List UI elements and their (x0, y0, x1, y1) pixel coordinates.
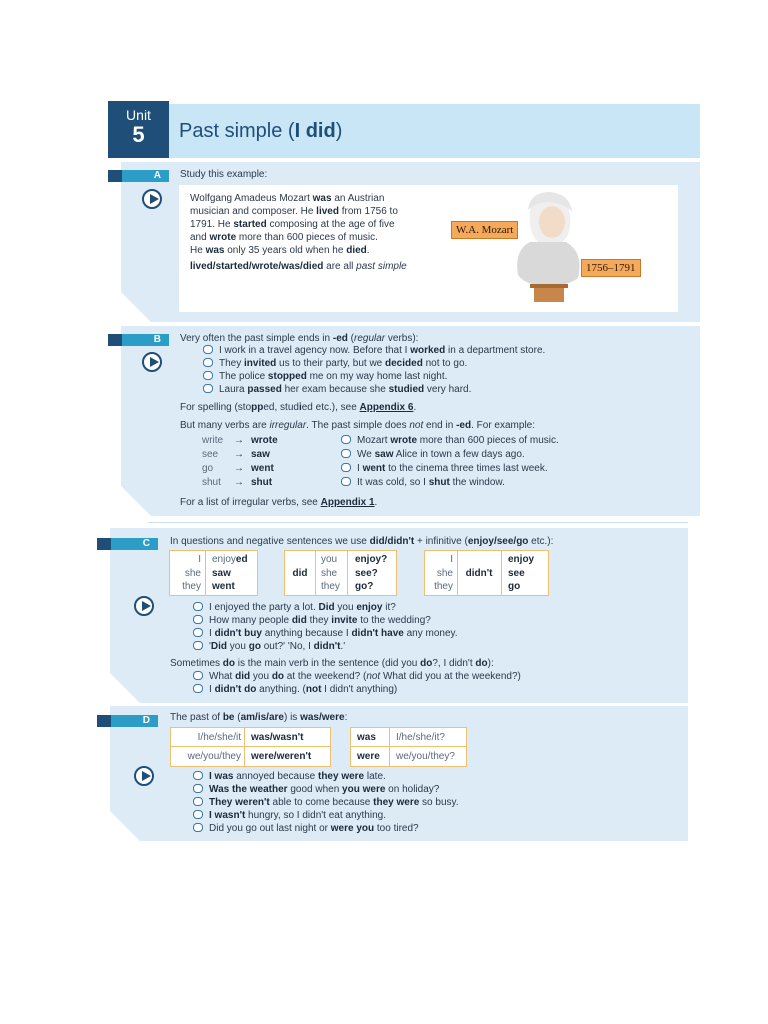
bullet-icon (203, 345, 213, 354)
section-divider (148, 522, 688, 523)
bullet-icon (203, 358, 213, 367)
bullet-icon (193, 771, 203, 780)
do-example: What did you do at the weekend? (not What did you at the weekend?) (193, 671, 521, 683)
section-b-play-button[interactable] (142, 352, 162, 372)
regular-example: They invited us to their party, but we decided not to go. (203, 358, 467, 370)
appendix-6-link[interactable]: Appendix 6 (359, 402, 414, 413)
bullet-icon (193, 615, 203, 624)
verb-base: go (202, 463, 214, 474)
appendix-1-link[interactable]: Appendix 1 (320, 497, 375, 508)
was-were-question-table: was I/he/she/it? were we/you/they? (350, 727, 467, 767)
irregular-example: It was cold, so I shut the window. (341, 477, 505, 489)
section-a-intro: Study this example: (180, 169, 268, 180)
irregular-list-note: For a list of irregular verbs, see Appendix 1. (180, 497, 378, 508)
bullet-icon (341, 463, 351, 472)
mozart-text-line: Wolfgang Amadeus Mozart was an Austrian (190, 193, 385, 204)
bullet-icon (193, 641, 203, 650)
section-d-play-button[interactable] (134, 766, 154, 786)
mozart-text-line: 1791. He started composing at the age of five (190, 219, 395, 230)
regular-example: I work in a travel agency now. Before that I worked in a department store. (203, 345, 545, 357)
mozart-name-label: W.A. Mozart (451, 221, 518, 239)
unit-badge (108, 101, 169, 158)
bullet-icon (203, 384, 213, 393)
irregular-example: I went to the cinema three times last week. (341, 463, 548, 475)
mozart-text-line: and wrote more than 600 pieces of music. (190, 232, 378, 243)
mozart-text-line: He was only 35 years old when he died. (190, 245, 370, 256)
unit-label: Unit (126, 107, 151, 123)
was-were-table: I/he/she/it was/wasn't we/you/they were/weren't (170, 727, 331, 767)
page-title: Past simple (I did) (179, 120, 343, 142)
bullet-icon (193, 810, 203, 819)
arrow-icon: → (234, 435, 244, 446)
did-example: 'Did you go out?' 'No, I didn't.' (193, 641, 345, 653)
did-positive-table: I she they enjoyed saw went (169, 550, 258, 596)
mozart-bust-image (508, 190, 588, 305)
irregular-intro: But many verbs are irregular. The past simple does not end in -ed. For example: (180, 420, 536, 431)
bullet-icon (193, 671, 203, 680)
section-d-intro: The past of be (am/is/are) is was/were: (170, 712, 348, 723)
verb-past: went (251, 463, 274, 474)
was-were-example: Was the weather good when you were on holiday? (193, 784, 439, 796)
bullet-icon (193, 797, 203, 806)
regular-example: Laura passed her exam because she studied very hard. (203, 384, 471, 396)
arrow-icon: → (234, 449, 244, 460)
verb-base: shut (202, 477, 221, 488)
spelling-note: For spelling (stopped, studied etc.), see Appendix 6. (180, 402, 417, 413)
bullet-icon (193, 684, 203, 693)
unit-header (169, 104, 700, 158)
irregular-example: We saw Alice in town a few days ago. (341, 449, 525, 461)
arrow-icon: → (234, 477, 244, 488)
verb-base: write (202, 435, 224, 446)
did-question-table: did you she they enjoy? see? go? (284, 550, 397, 596)
was-were-example: I was annoyed because they were late. (193, 771, 386, 783)
mozart-dates-label: 1756–1791 (581, 259, 641, 277)
arrow-icon: → (234, 463, 244, 474)
section-a-label: A (108, 170, 169, 182)
was-were-example: They weren't able to come because they were so busy. (193, 797, 459, 809)
section-b-intro: Very often the past simple ends in -ed (regular verbs): (180, 333, 419, 344)
bullet-icon (341, 435, 351, 444)
was-were-example: I wasn't hungry, so I didn't eat anything. (193, 810, 386, 822)
did-example: How many people did they invite to the wedding? (193, 615, 431, 627)
bullet-icon (193, 784, 203, 793)
unit-number: 5 (132, 122, 145, 147)
bullet-icon (193, 602, 203, 611)
section-c-play-button[interactable] (134, 596, 154, 616)
past-simple-summary: lived/started/wrote/was/died are all past simple (190, 261, 407, 272)
verb-past: shut (251, 477, 273, 488)
verb-base: see (202, 449, 219, 460)
regular-example: The police stopped me on my way home last night. (203, 371, 447, 383)
mozart-text-line: musician and composer. He lived from 1756 to (190, 206, 398, 217)
verb-past: saw (251, 449, 270, 460)
bullet-icon (193, 823, 203, 832)
bullet-icon (341, 449, 351, 458)
section-d-label: D (97, 715, 158, 727)
bullet-icon (203, 371, 213, 380)
bullet-icon (341, 477, 351, 486)
was-were-example: Did you go out last night or were you too tired? (193, 823, 419, 835)
section-a-play-button[interactable] (142, 189, 162, 209)
do-main-verb-note: Sometimes do is the main verb in the sentence (did you do?, I didn't do): (170, 658, 494, 669)
section-b-label: B (108, 334, 169, 346)
do-example: I didn't do anything. (not I didn't anything) (193, 684, 397, 696)
verb-past: wrote (251, 435, 278, 446)
didnt-negative-table: I she they didn't enjoy see go (424, 550, 549, 596)
section-c-intro: In questions and negative sentences we use did/didn't + infinitive (enjoy/see/go etc.): (170, 536, 554, 547)
section-c-label: C (97, 538, 158, 550)
did-example: I didn't buy anything because I didn't have any money. (193, 628, 458, 640)
did-example: I enjoyed the party a lot. Did you enjoy it? (193, 602, 396, 614)
bullet-icon (193, 628, 203, 637)
irregular-example: Mozart wrote more than 600 pieces of music. (341, 435, 559, 447)
